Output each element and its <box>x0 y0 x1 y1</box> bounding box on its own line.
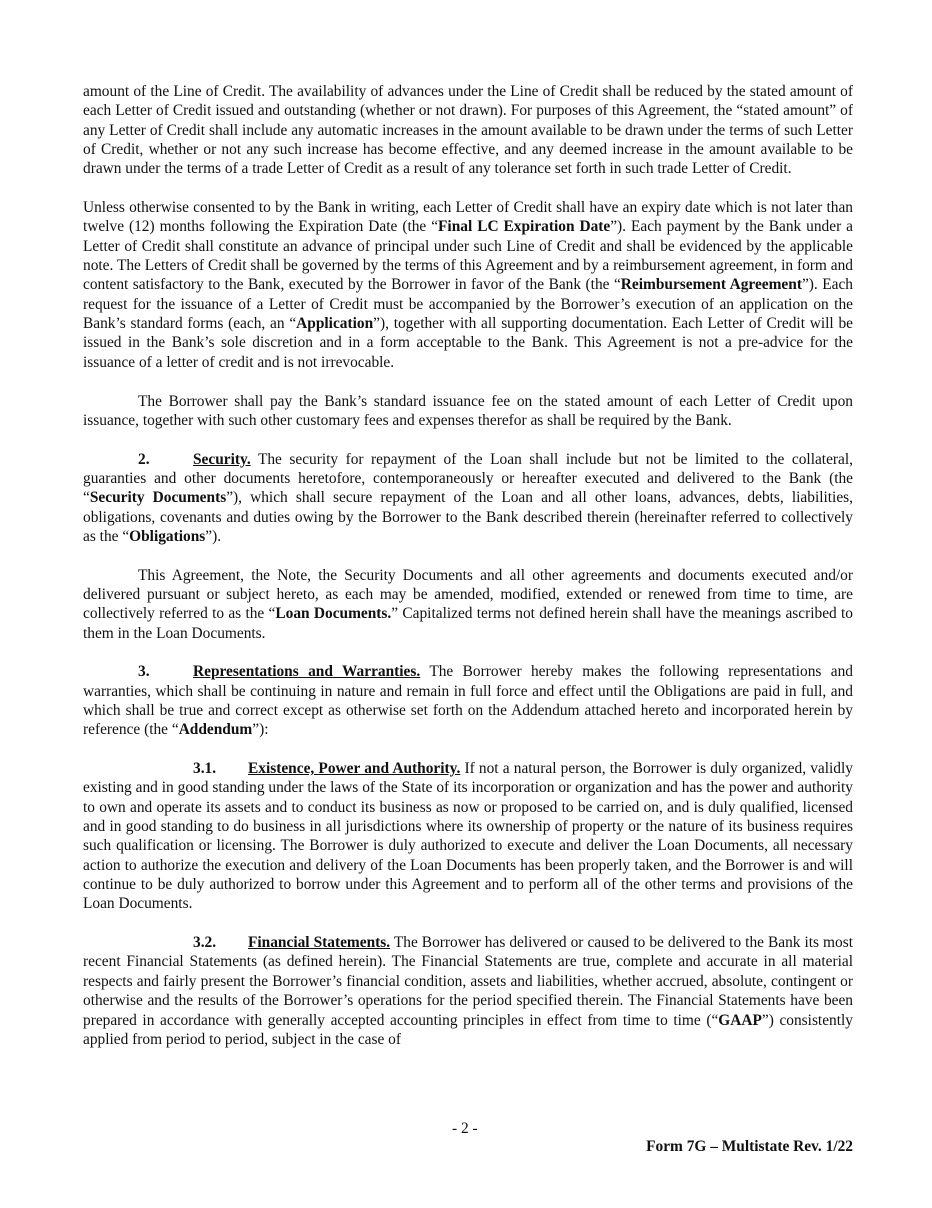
text: ”): <box>252 721 269 739</box>
defined-term-loan-documents: Loan Documents. <box>275 605 392 623</box>
text: ”). <box>205 527 222 545</box>
section-number: 2. <box>138 450 150 468</box>
text: The Borrower hereby makes the following representations and warranties, which shall be continuing in nature and remain in full force and effect until the Obligations are paid in full, and which shall be true and correct except as otherwise set forth on the Addendum attached hereto and incorporated herein by reference (the “ <box>83 663 853 739</box>
text: Unless otherwise consented to by the Bank in writing, each Letter of Credit shall have an expiry date which is not later than twelve (12) months following the Expiration Date (the “ <box>83 199 853 236</box>
section-heading-financial-statements: Financial Statements. <box>248 934 391 952</box>
paragraph-loan-documents <box>83 566 853 643</box>
text: If not a natural person, the Borrower is duly organized, validly existing and in good standing under the laws of the State of its incorporation or organization and has the power and authority to own and operate its assets and to conduct its business as now or proposed to be carried on, and is duly qualified, licensed and in good standing to do business in all jurisdictions where its ownership of property or the nature of its business requires such qualification or licensing. The Borrower is duly authorized to execute and deliver the Loan Documents, all necessary action to authorize the execution and delivery of the Loan Documents has been properly taken, and the Borrower is and will continue to be duly authorized to borrow under this Agreement and to perform all of the other terms and provisions of the Loan Documents. <box>83 760 853 913</box>
section-heading-security: Security. <box>193 450 251 468</box>
paragraph-letter-of-credit-expiry <box>83 198 853 372</box>
form-identifier: Form 7G – Multistate Rev. 1/22 <box>646 1138 853 1155</box>
text: ”), together with all supporting documentation. Each Letter of Credit will be issued in the Bank’s sole discretion and in a form acceptable to the Bank. This Agreement is not a pre-advice for the issuance of a letter of credit and is not irrevocable. <box>83 315 853 371</box>
paragraph-issuance-fee: The Borrower shall pay the Bank’s standard issuance fee on the stated amount of each Letter of Credit upon issuance, together with such other customary fees and expenses therefor as shall be required by the Bank. <box>83 392 853 429</box>
text: This Agreement, the Note, the Security Documents and all other agreements and documents executed and/or delivered pursuant or subject hereto, as each may be amended, modified, extended or renewed from time to time, are collectively referred to as the “ <box>83 566 853 623</box>
defined-term-security-documents: Security Documents <box>89 489 227 507</box>
defined-term-application: Application <box>296 315 374 333</box>
text: ”). Each request for the issuance of a Letter of Credit must be accompanied by the Borrower’s execution of an application on the Bank’s standard forms (each, an “ <box>83 276 854 333</box>
paragraph-line-of-credit-amount: amount of the Line of Credit. The availability of advances under the Line of Credit shall be reduced by the stated amount of each Letter of Credit issued and outstanding (whether or not drawn). For purposes of this Agreement, the “stated amount” of any Letter of Credit shall include any automatic increases in the amount available to be drawn under the terms of such Letter of Credit, whether or not any such increase has become effective, and any deemed increase in the amount available to be drawn under the terms of a trade Letter of Credit as a result of any tolerance set forth in such trade Letter of Credit. <box>83 83 853 178</box>
text: ”). Each payment by the Bank under a Letter of Credit shall constitute an advance of principal under such Line of Credit and shall be evidenced by the applicable note. The Letters of Credit shall be governed by the terms of this Agreement and by a reimbursement agreement, in form and content satisfactory to the Bank, executed by the Borrower in favor of the Bank (the “ <box>83 218 853 294</box>
text: ” Capitalized terms not defined herein shall have the meanings ascribed to them in the Loan Documents. <box>83 605 854 642</box>
section-3-representations <box>83 662 853 739</box>
defined-term-gaap: GAAP <box>718 1011 762 1029</box>
section-heading-existence: Existence, Power and Authority. <box>248 760 461 778</box>
text: ”) consistently applied from period to period, subject in the case of <box>83 1011 853 1048</box>
section-number: 3.1. <box>193 760 217 778</box>
defined-term-addendum: Addendum <box>178 721 253 739</box>
document-page <box>83 82 853 1069</box>
defined-term-obligations: Obligations <box>129 527 206 545</box>
defined-term-reimbursement-agreement: Reimbursement Agreement <box>620 276 802 294</box>
text: ”), which shall secure repayment of the Loan and all other loans, advances, debts, liabilities, obligations, covenants and duties owing by the Borrower to the Bank described therein (hereinafter referred to collectively as the “ <box>83 489 854 545</box>
section-heading-representations: Representations and Warranties. <box>193 663 421 681</box>
page-number: - 2 - <box>452 1120 478 1137</box>
defined-term-final-lc-expiration-date: Final LC Expiration Date <box>438 218 611 236</box>
section-2-security <box>83 450 853 547</box>
section-number: 3. <box>138 663 150 681</box>
section-3-1-existence <box>83 759 853 914</box>
section-number: 3.2. <box>193 934 217 952</box>
text: The Borrower has delivered or caused to be delivered to the Bank its most recent Financial Statements (as defined herein). The Financial Statements are true, complete and accurate in all material respects and fairly present the Borrower’s financial condition, assets and liabilities, whether accrued, absolute, contingent or otherwise and the results of the Borrower’s operations for the period specified therein. The Financial Statements have been prepared in accordance with generally accepted accounting principles in effect from time to time (“ <box>83 934 853 1029</box>
text: The security for repayment of the Loan shall include but not be limited to the collateral, guaranties and other documents heretofore, contemporaneously or hereafter executed and delivered to the Bank (the “ <box>83 450 853 507</box>
section-3-2-financial-statements <box>83 933 853 1049</box>
